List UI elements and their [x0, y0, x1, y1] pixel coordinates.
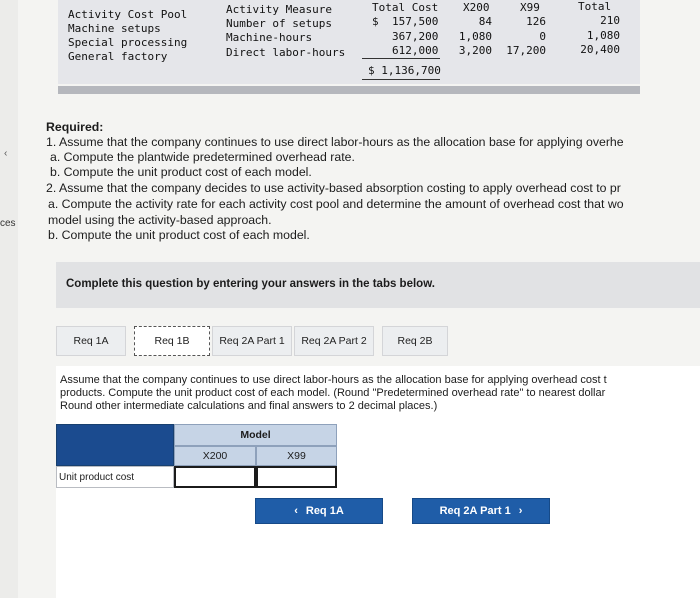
chevron-right-icon: ›	[518, 505, 523, 517]
row-measure: Direct labor-hours	[226, 46, 346, 59]
col-header-x200: X200	[463, 1, 490, 14]
grid-header-corner	[56, 424, 174, 466]
row-cost: 157,500	[392, 15, 439, 28]
chevron-left-icon: ‹	[294, 505, 298, 517]
required-line: 1. Assume that the company continues to use direct labor-hours as the allocation base for applying overhe	[46, 135, 624, 149]
sum-rule	[362, 58, 440, 59]
row-measure: Machine-hours	[226, 31, 313, 44]
prev-tab-label: Req 1A	[305, 505, 344, 517]
tab-req-2a-part-1[interactable]: Req 2A Part 1	[212, 326, 292, 356]
row-x99: 17,200	[506, 44, 546, 57]
instruction-band	[56, 262, 700, 308]
grid-col-x200: X200	[174, 446, 256, 466]
sum-double-rule	[362, 79, 440, 80]
required-line: a. Compute the activity rate for each activity cost pool and determine the amount of overhead cost that wo	[48, 197, 624, 211]
row-x200: 3,200	[458, 44, 492, 57]
left-edge-strip	[0, 0, 18, 598]
prompt-line: Assume that the company continues to use direct labor-hours as the allocation base for applying overhead cost t	[60, 374, 607, 386]
row-cost: 367,200	[392, 30, 439, 43]
grid-col-x99: X99	[256, 446, 337, 466]
unit-cost-x200-input[interactable]	[174, 466, 256, 488]
required-line: b. Compute the unit product cost of each model.	[48, 228, 310, 242]
col-header-x99: X99	[520, 1, 540, 14]
row-total: 210	[600, 14, 620, 27]
unit-cost-x99-input[interactable]	[256, 466, 337, 488]
row-x200: 84	[478, 15, 492, 28]
grid-model-header: Model	[174, 424, 337, 446]
grid-row-label: Unit product cost	[56, 466, 174, 488]
instruction-text: Complete this question by entering your answers in the tabs below.	[66, 278, 435, 290]
next-tab-label: Req 2A Part 1	[439, 505, 511, 517]
col-header-total: Total	[578, 0, 612, 13]
tab-req-1b[interactable]: Req 1B	[134, 326, 210, 356]
row-pool: Machine setups	[68, 22, 161, 35]
activity-cost-table	[58, 0, 640, 84]
total-cost-sum: $ 1,136,700	[368, 64, 441, 77]
prompt-line: products. Compute the unit product cost of each model. (Round "Predetermined overhead rate" to nearest dollar	[60, 387, 606, 399]
row-pool: General factory	[68, 50, 168, 63]
required-line: model using the activity-based approach.	[48, 213, 272, 227]
edge-label: ces	[0, 218, 16, 229]
required-line: a. Compute the plantwide predetermined overhead rate.	[50, 150, 355, 164]
row-x99: 126	[526, 15, 546, 28]
row-pool: Special processing	[68, 36, 188, 49]
table-footer-bar	[58, 86, 640, 94]
row-total: 20,400	[580, 43, 620, 56]
prompt-line: Round other intermediate calculations and final answers to 2 decimal places.)	[60, 400, 438, 412]
chevron-left-icon[interactable]: ‹	[4, 148, 8, 159]
prev-tab-button[interactable]	[255, 498, 383, 524]
tab-req-1a[interactable]: Req 1A	[56, 326, 126, 356]
row-total: 1,080	[586, 29, 620, 42]
required-heading: Required:	[46, 120, 104, 134]
row-x99: 0	[539, 30, 546, 43]
question-tabs	[56, 318, 700, 367]
col-header-total-cost: Total Cost	[372, 1, 439, 14]
row-dollar: $	[372, 15, 379, 28]
tab-req-2a-part-2[interactable]: Req 2A Part 2	[294, 326, 374, 356]
row-measure: Number of setups	[226, 17, 332, 30]
tab-req-2b[interactable]: Req 2B	[382, 326, 448, 356]
required-line: 2. Assume that the company decides to use activity-based absorption costing to apply overhead cost to pr	[46, 181, 621, 195]
col-header-measure: Activity Measure	[226, 3, 332, 16]
required-line: b. Compute the unit product cost of each model.	[50, 165, 312, 179]
col-header-pool: Activity Cost Pool	[68, 8, 188, 21]
next-tab-button[interactable]	[412, 498, 550, 524]
row-cost: 612,000	[392, 44, 439, 57]
row-x200: 1,080	[458, 30, 492, 43]
